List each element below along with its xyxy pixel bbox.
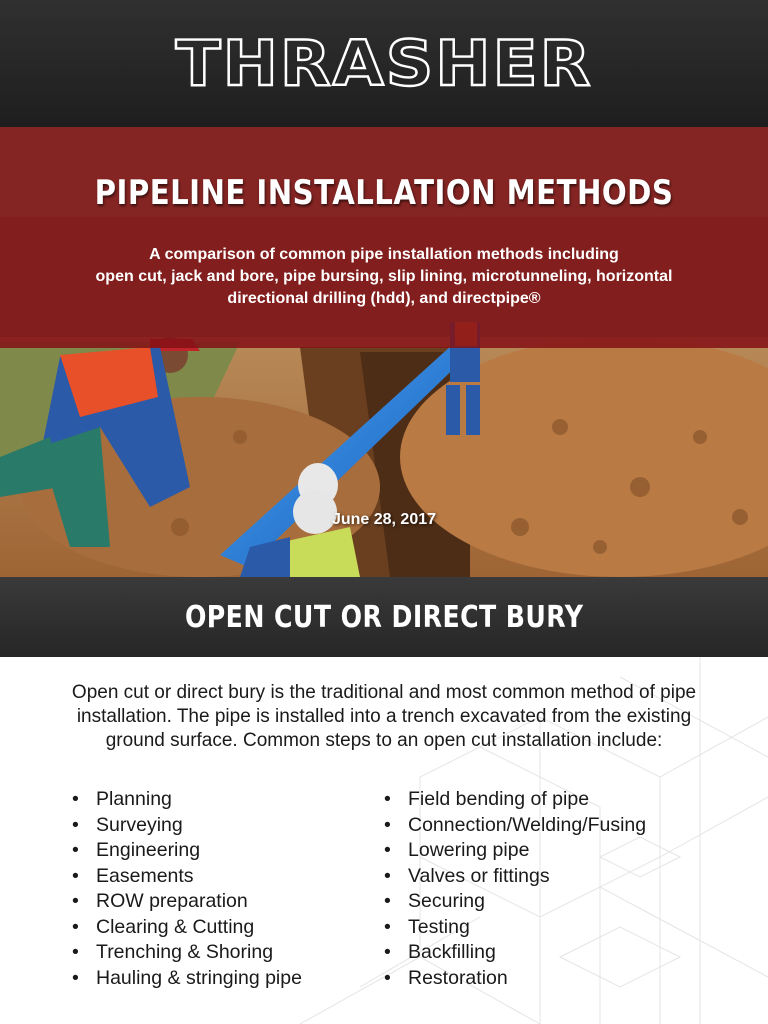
list-item: • Backfilling — [384, 940, 646, 966]
hero-subtitle-line: A comparison of common pipe installation methods including — [149, 246, 619, 263]
list-item: • Lowering pipe — [384, 838, 646, 864]
list-item: • Planning — [72, 787, 302, 813]
intro-line: ground surface. Common steps to an open cut installation include: — [105, 730, 663, 751]
list-item: • Restoration — [384, 966, 646, 992]
page-title: PIPELINE INSTALLATION METHODS — [94, 173, 674, 213]
list-item: • Testing — [384, 915, 646, 941]
section-title: OPEN CUT OR DIRECT BURY — [184, 599, 584, 635]
intro-line: installation. The pipe is installed into a trench excavated from the existing — [76, 706, 692, 727]
list-item: • Clearing & Cutting — [72, 915, 302, 941]
intro-line: Open cut or direct bury is the traditional and most common method of pipe — [71, 682, 697, 703]
steps-list-left — [72, 787, 302, 991]
list-item: • Field bending of pipe — [384, 787, 646, 813]
list-item: • Engineering — [72, 838, 302, 864]
list-item: • Trenching & Shoring — [72, 940, 302, 966]
list-item: • Hauling & stringing pipe — [72, 966, 302, 992]
list-item: • ROW preparation — [72, 889, 302, 915]
list-item: • Surveying — [72, 813, 302, 839]
list-item: • Securing — [384, 889, 646, 915]
list-item: • Valves or fittings — [384, 864, 646, 890]
list-item: • Easements — [72, 864, 302, 890]
list-item: • Connection/Welding/Fusing — [384, 813, 646, 839]
thrasher-logo: THRASHER — [175, 26, 593, 100]
hero-subtitle-line: open cut, jack and bore, pipe bursing, slip lining, microtunneling, horizontal — [95, 268, 673, 285]
intro-paragraph — [24, 681, 744, 753]
hero-subtitle-line: directional drilling (hdd), and directpipe® — [227, 290, 541, 307]
hero-title-band — [0, 127, 768, 348]
steps-list-right — [384, 787, 646, 991]
section-body — [0, 657, 768, 1024]
section-header — [0, 577, 768, 657]
publish-date: June 28, 2017 — [331, 511, 437, 528]
site-header — [0, 0, 768, 127]
hero-subtitle — [60, 244, 708, 310]
hero-banner — [0, 127, 768, 577]
